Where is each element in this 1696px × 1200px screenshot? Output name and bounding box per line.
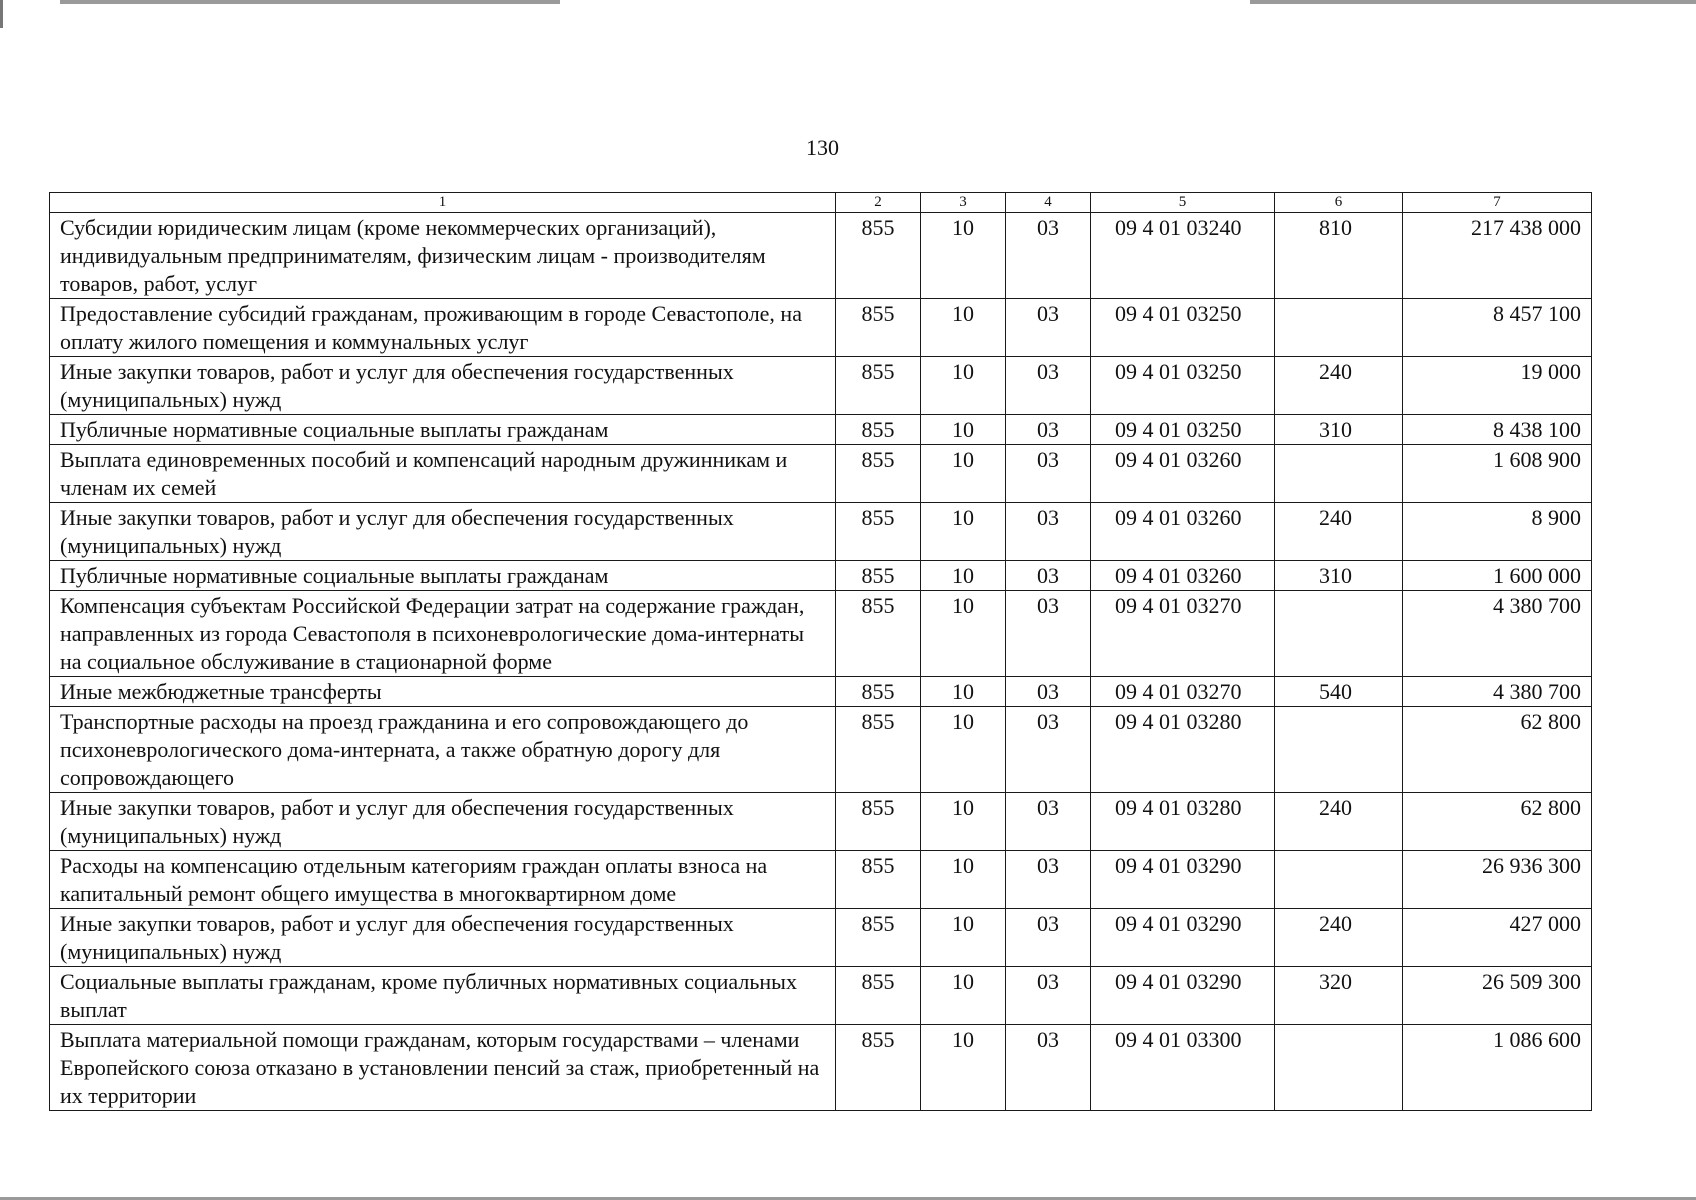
cell-description: Выплата единовременных пособий и компенсаций народным дружинникам и членам их семей (50, 445, 836, 503)
cell-section: 10 (921, 909, 1006, 967)
cell-expense-type: 540 (1275, 677, 1403, 707)
cell-section: 10 (921, 967, 1006, 1025)
cell-description: Выплата материальной помощи гражданам, которым государствами – членами Европейского союза отказано в установлении пенсий за стаж, приобретенный на их территории (50, 1025, 836, 1111)
header-cell-ministry: 2 (836, 193, 921, 213)
cell-description: Социальные выплаты гражданам, кроме публичных нормативных социальных выплат (50, 967, 836, 1025)
cell-subsection: 03 (1006, 793, 1091, 851)
cell-section: 10 (921, 213, 1006, 299)
cell-ministry: 855 (836, 1025, 921, 1111)
header-row (50, 193, 1592, 213)
cell-expense-type: 240 (1275, 503, 1403, 561)
table-row (50, 299, 1592, 357)
header-cell-description: 1 (50, 193, 836, 213)
table-row (50, 677, 1592, 707)
cell-ministry: 855 (836, 793, 921, 851)
cell-description: Иные закупки товаров, работ и услуг для обеспечения государственных (муниципальных) нужд (50, 793, 836, 851)
cell-subsection: 03 (1006, 591, 1091, 677)
cell-section: 10 (921, 677, 1006, 707)
cell-amount: 427 000 (1403, 909, 1592, 967)
cell-amount: 1 086 600 (1403, 1025, 1592, 1111)
cell-description: Иные закупки товаров, работ и услуг для обеспечения государственных (муниципальных) нужд (50, 357, 836, 415)
table-row (50, 967, 1592, 1025)
cell-description: Субсидии юридическим лицам (кроме некоммерческих организаций), индивидуальным предпринимателям, физическим лицам - производителям товаров, работ, услуг (50, 213, 836, 299)
cell-amount: 1 608 900 (1403, 445, 1592, 503)
table-body (50, 213, 1592, 1111)
cell-target-article: 09 4 01 03290 (1091, 851, 1275, 909)
cell-section: 10 (921, 561, 1006, 591)
cell-ministry: 855 (836, 561, 921, 591)
cell-expense-type (1275, 445, 1403, 503)
table-row (50, 561, 1592, 591)
scan-edge-left (0, 0, 3, 28)
table-row (50, 793, 1592, 851)
cell-description: Транспортные расходы на проезд гражданина и его сопровождающего до психоневрологического дома-интерната, а также обратную дорогу для сопровождающего (50, 707, 836, 793)
cell-subsection: 03 (1006, 503, 1091, 561)
cell-target-article: 09 4 01 03260 (1091, 561, 1275, 591)
header-cell-section: 3 (921, 193, 1006, 213)
cell-subsection: 03 (1006, 967, 1091, 1025)
cell-target-article: 09 4 01 03270 (1091, 677, 1275, 707)
table-row (50, 1025, 1592, 1111)
cell-description: Иные межбюджетные трансферты (50, 677, 836, 707)
cell-expense-type: 310 (1275, 561, 1403, 591)
cell-description: Расходы на компенсацию отдельным категориям граждан оплаты взноса на капитальный ремонт общего имущества в многоквартирном доме (50, 851, 836, 909)
cell-subsection: 03 (1006, 445, 1091, 503)
cell-target-article: 09 4 01 03280 (1091, 793, 1275, 851)
cell-amount: 26 509 300 (1403, 967, 1592, 1025)
cell-target-article: 09 4 01 03250 (1091, 415, 1275, 445)
cell-amount: 1 600 000 (1403, 561, 1592, 591)
cell-subsection: 03 (1006, 299, 1091, 357)
cell-target-article: 09 4 01 03300 (1091, 1025, 1275, 1111)
cell-target-article: 09 4 01 03260 (1091, 445, 1275, 503)
table-row (50, 909, 1592, 967)
cell-subsection: 03 (1006, 909, 1091, 967)
table-row (50, 503, 1592, 561)
cell-target-article: 09 4 01 03240 (1091, 213, 1275, 299)
cell-description: Иные закупки товаров, работ и услуг для обеспечения государственных (муниципальных) нужд (50, 503, 836, 561)
cell-description: Предоставление субсидий гражданам, проживающим в городе Севастополе, на оплату жилого помещения и коммунальных услуг (50, 299, 836, 357)
cell-ministry: 855 (836, 415, 921, 445)
cell-expense-type (1275, 707, 1403, 793)
cell-expense-type (1275, 851, 1403, 909)
cell-section: 10 (921, 591, 1006, 677)
table-row (50, 707, 1592, 793)
cell-ministry: 855 (836, 707, 921, 793)
table-row (50, 445, 1592, 503)
cell-subsection: 03 (1006, 1025, 1091, 1111)
cell-description: Публичные нормативные социальные выплаты гражданам (50, 561, 836, 591)
cell-section: 10 (921, 299, 1006, 357)
cell-section: 10 (921, 851, 1006, 909)
cell-amount: 62 800 (1403, 793, 1592, 851)
cell-section: 10 (921, 1025, 1006, 1111)
cell-subsection: 03 (1006, 213, 1091, 299)
table-row (50, 415, 1592, 445)
budget-table (49, 192, 1592, 1111)
cell-target-article: 09 4 01 03280 (1091, 707, 1275, 793)
cell-description: Публичные нормативные социальные выплаты гражданам (50, 415, 836, 445)
header-cell-amount: 7 (1403, 193, 1592, 213)
cell-expense-type: 240 (1275, 793, 1403, 851)
cell-subsection: 03 (1006, 707, 1091, 793)
cell-section: 10 (921, 793, 1006, 851)
cell-ministry: 855 (836, 851, 921, 909)
cell-description: Компенсация субъектам Российской Федерации затрат на содержание граждан, направленных из города Севастополя в психоневрологические дома-интернаты на социальное обслуживание в стационарной форме (50, 591, 836, 677)
cell-ministry: 855 (836, 503, 921, 561)
cell-ministry: 855 (836, 357, 921, 415)
cell-target-article: 09 4 01 03290 (1091, 909, 1275, 967)
cell-expense-type: 240 (1275, 357, 1403, 415)
table-row (50, 357, 1592, 415)
cell-ministry: 855 (836, 677, 921, 707)
header-cell-target-article: 5 (1091, 193, 1275, 213)
cell-subsection: 03 (1006, 357, 1091, 415)
cell-expense-type (1275, 591, 1403, 677)
cell-ministry: 855 (836, 591, 921, 677)
cell-expense-type: 240 (1275, 909, 1403, 967)
cell-target-article: 09 4 01 03260 (1091, 503, 1275, 561)
cell-subsection: 03 (1006, 561, 1091, 591)
table-row (50, 851, 1592, 909)
cell-amount: 4 380 700 (1403, 591, 1592, 677)
cell-target-article: 09 4 01 03250 (1091, 357, 1275, 415)
table-row (50, 213, 1592, 299)
cell-expense-type: 310 (1275, 415, 1403, 445)
cell-section: 10 (921, 415, 1006, 445)
cell-amount: 26 936 300 (1403, 851, 1592, 909)
header-cell-subsection: 4 (1006, 193, 1091, 213)
header-cell-expense-type: 6 (1275, 193, 1403, 213)
cell-expense-type: 320 (1275, 967, 1403, 1025)
scan-edge-top (0, 0, 1696, 4)
cell-ministry: 855 (836, 967, 921, 1025)
cell-subsection: 03 (1006, 851, 1091, 909)
cell-subsection: 03 (1006, 677, 1091, 707)
cell-expense-type: 810 (1275, 213, 1403, 299)
cell-target-article: 09 4 01 03270 (1091, 591, 1275, 677)
cell-ministry: 855 (836, 213, 921, 299)
cell-subsection: 03 (1006, 415, 1091, 445)
cell-ministry: 855 (836, 299, 921, 357)
cell-expense-type (1275, 299, 1403, 357)
cell-description: Иные закупки товаров, работ и услуг для обеспечения государственных (муниципальных) нужд (50, 909, 836, 967)
cell-ministry: 855 (836, 445, 921, 503)
cell-section: 10 (921, 707, 1006, 793)
cell-section: 10 (921, 445, 1006, 503)
cell-expense-type (1275, 1025, 1403, 1111)
cell-amount: 8 457 100 (1403, 299, 1592, 357)
cell-target-article: 09 4 01 03250 (1091, 299, 1275, 357)
cell-amount: 217 438 000 (1403, 213, 1592, 299)
cell-amount: 62 800 (1403, 707, 1592, 793)
cell-amount: 8 438 100 (1403, 415, 1592, 445)
table-row (50, 591, 1592, 677)
cell-amount: 4 380 700 (1403, 677, 1592, 707)
cell-section: 10 (921, 357, 1006, 415)
cell-ministry: 855 (836, 909, 921, 967)
cell-amount: 19 000 (1403, 357, 1592, 415)
cell-amount: 8 900 (1403, 503, 1592, 561)
cell-target-article: 09 4 01 03290 (1091, 967, 1275, 1025)
page-number: 130 (806, 135, 839, 160)
cell-section: 10 (921, 503, 1006, 561)
